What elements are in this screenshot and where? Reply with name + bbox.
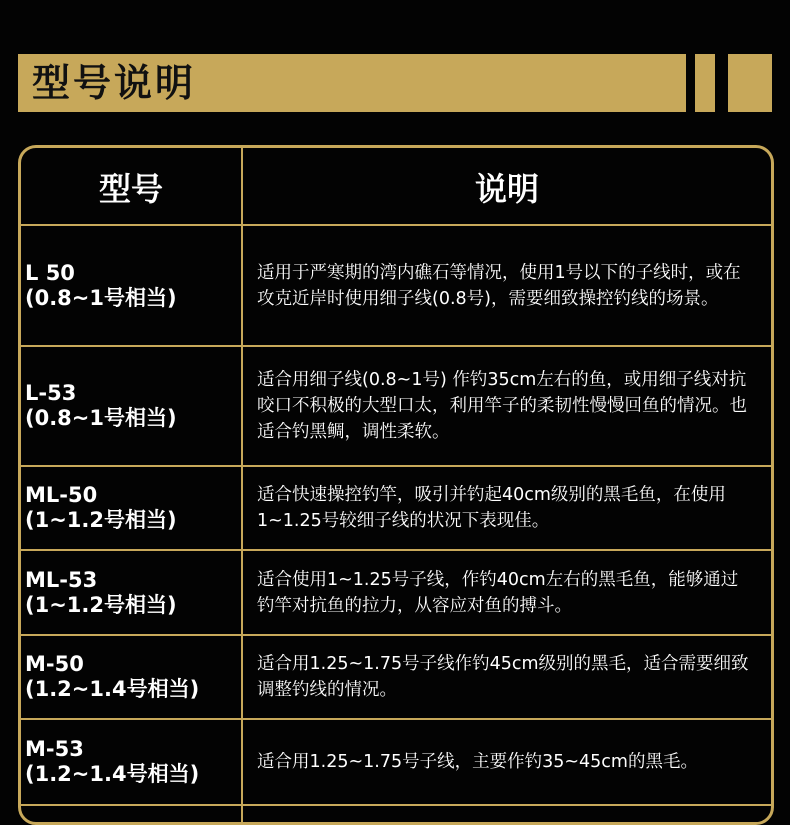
model-name: M-53 [25, 737, 84, 761]
table-row [21, 467, 771, 549]
model-cell [25, 347, 237, 465]
model-cell [25, 226, 237, 345]
model-cell [25, 551, 237, 634]
description-cell: 适用于严寒期的湾内礁石等情况，使用1号以下的子线时，或在攻克近岸时使用细子线(0.8号)，需要细致操控钓线的场景。 [257, 262, 741, 309]
model-name: L 50 [25, 260, 75, 285]
description-cell: 适合使用1~1.25号子线，作钓40cm左右的黑毛鱼，能够通过钓竿对抗鱼的拉力，从容应对鱼的搏斗。 [257, 569, 739, 616]
table-row [21, 551, 771, 634]
model-cell [25, 467, 237, 549]
model-cell [25, 636, 237, 718]
table-row [21, 347, 771, 465]
table-row [21, 636, 771, 718]
decorative-bar [695, 54, 715, 112]
model-equiv: (0.8~1号相当) [25, 285, 177, 310]
page-title: 型号说明 [32, 61, 197, 105]
model-name: ML-53 [25, 567, 98, 592]
description-cell: 适合用细子线(0.8~1号) 作钓35cm左右的鱼，或用细子线对抗咬口不积极的大型口太，利用竿子的柔韧性慢慢回鱼的情况。也适合钓黑鲷，调性柔软。 [257, 370, 747, 442]
model-equiv: (1~1.2号相当) [25, 592, 177, 617]
header-model: 型号 [98, 170, 163, 208]
model-equiv: (1~1.2号相当) [25, 508, 177, 532]
model-name: ML-50 [25, 483, 98, 507]
model-equiv: (1.2~1.4号相当) [25, 762, 200, 786]
table-row [21, 226, 771, 345]
header-description: 说明 [474, 170, 539, 208]
model-table [18, 145, 774, 825]
table-row [21, 720, 771, 804]
model-cell [25, 720, 237, 804]
title-banner [18, 54, 686, 112]
model-name: L-53 [25, 381, 77, 405]
description-cell: 适合快速操控钓竿，吸引并钓起40cm级别的黑毛鱼，在使用1~1.25号较细子线的状况下表现佳。 [257, 485, 726, 531]
description-cell: 适合用1.25~1.75号子线作钓45cm级别的黑毛，适合需要细致调整钓线的情况。 [257, 654, 749, 700]
row-divider [21, 804, 771, 806]
model-equiv: (1.2~1.4号相当) [25, 677, 200, 701]
model-equiv: (0.8~1号相当) [25, 406, 177, 430]
description-cell: 适合用1.25~1.75号子线，主要作钓35~45cm的黑毛。 [257, 752, 698, 772]
model-name: M-50 [25, 652, 84, 676]
decorative-bar [728, 54, 772, 112]
